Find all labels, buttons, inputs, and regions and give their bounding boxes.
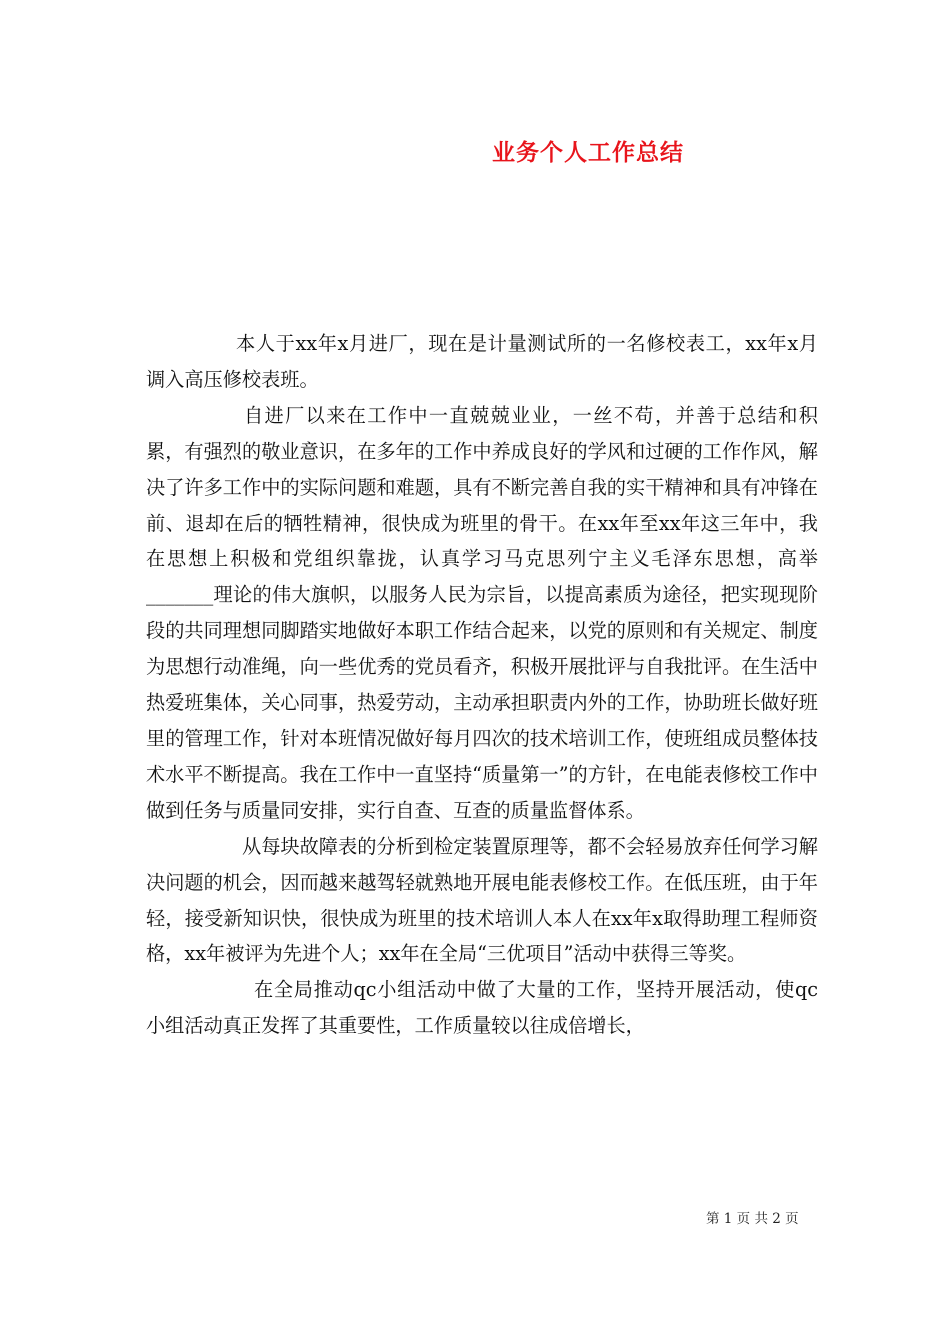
document-title — [0, 134, 950, 167]
document-title-text: 业务个人工作总结 — [492, 139, 684, 166]
paragraph-2: 自进厂以来在工作中一直兢兢业业，一丝不苟，并善于总结和积累，有强烈的敬业意识，在多年的工作中养成良好的学风和过硬的工作作风，解决了许多工作中的实际问题和难题，具有不断完善自我的实干精神和具有冲锋在前、退却在后的牺牲精神，很快成为班里的骨干。在xx年至xx年这三年中，我在思想上积极和党组织靠拢，认真学习马克思列宁主义毛泽东思想，高举_______理论的伟大旗帜，以服务人民为宗旨，以提高素质为途径，把实现现阶段的共同理想同脚踏实地做好本职工作结合起来，以党的原则和有关规定、制度为思想行动准绳，向一些优秀的党员看齐，积极开展批评与自我批评。在生活中热爱班集体，关心同事，热爱劳动，主动承担职责内外的工作，协助班长做好班里的管理工作，针对本班情况做好每月四次的技术培训工作，使班组成员整体技术水平不断提高。我在工作中一直坚持“质量第一”的方针，在电能表修校工作中做到任务与质量同安排，实行自查、互查的质量监督体系。 — [146, 403, 818, 822]
paragraph-3: 从每块故障表的分析到检定装置原理等，都不会轻易放弃任何学习解决问题的机会，因而越来越驾轻就熟地开展电能表修校工作。在低压班，由于年轻，接受新知识快，很快成为班里的技术培训人本人在xx年x取得助理工程师资格，xx年被评为先进个人；xx年在全局“三优项目”活动中获得三等奖。 — [146, 834, 818, 966]
paragraph-1: 本人于xx年x月进厂，现在是计量测试所的一名修校表工，xx年x月调入高压修校表班。 — [146, 332, 818, 391]
document-body — [146, 326, 818, 1044]
page-number-footer: 第 1 页 共 2 页 — [706, 1211, 799, 1227]
paragraph-4: 在全局推动qc小组活动中做了大量的工作，坚持开展活动，使qc小组活动真正发挥了其重要性，工作质量较以往成倍增长， — [146, 978, 818, 1038]
